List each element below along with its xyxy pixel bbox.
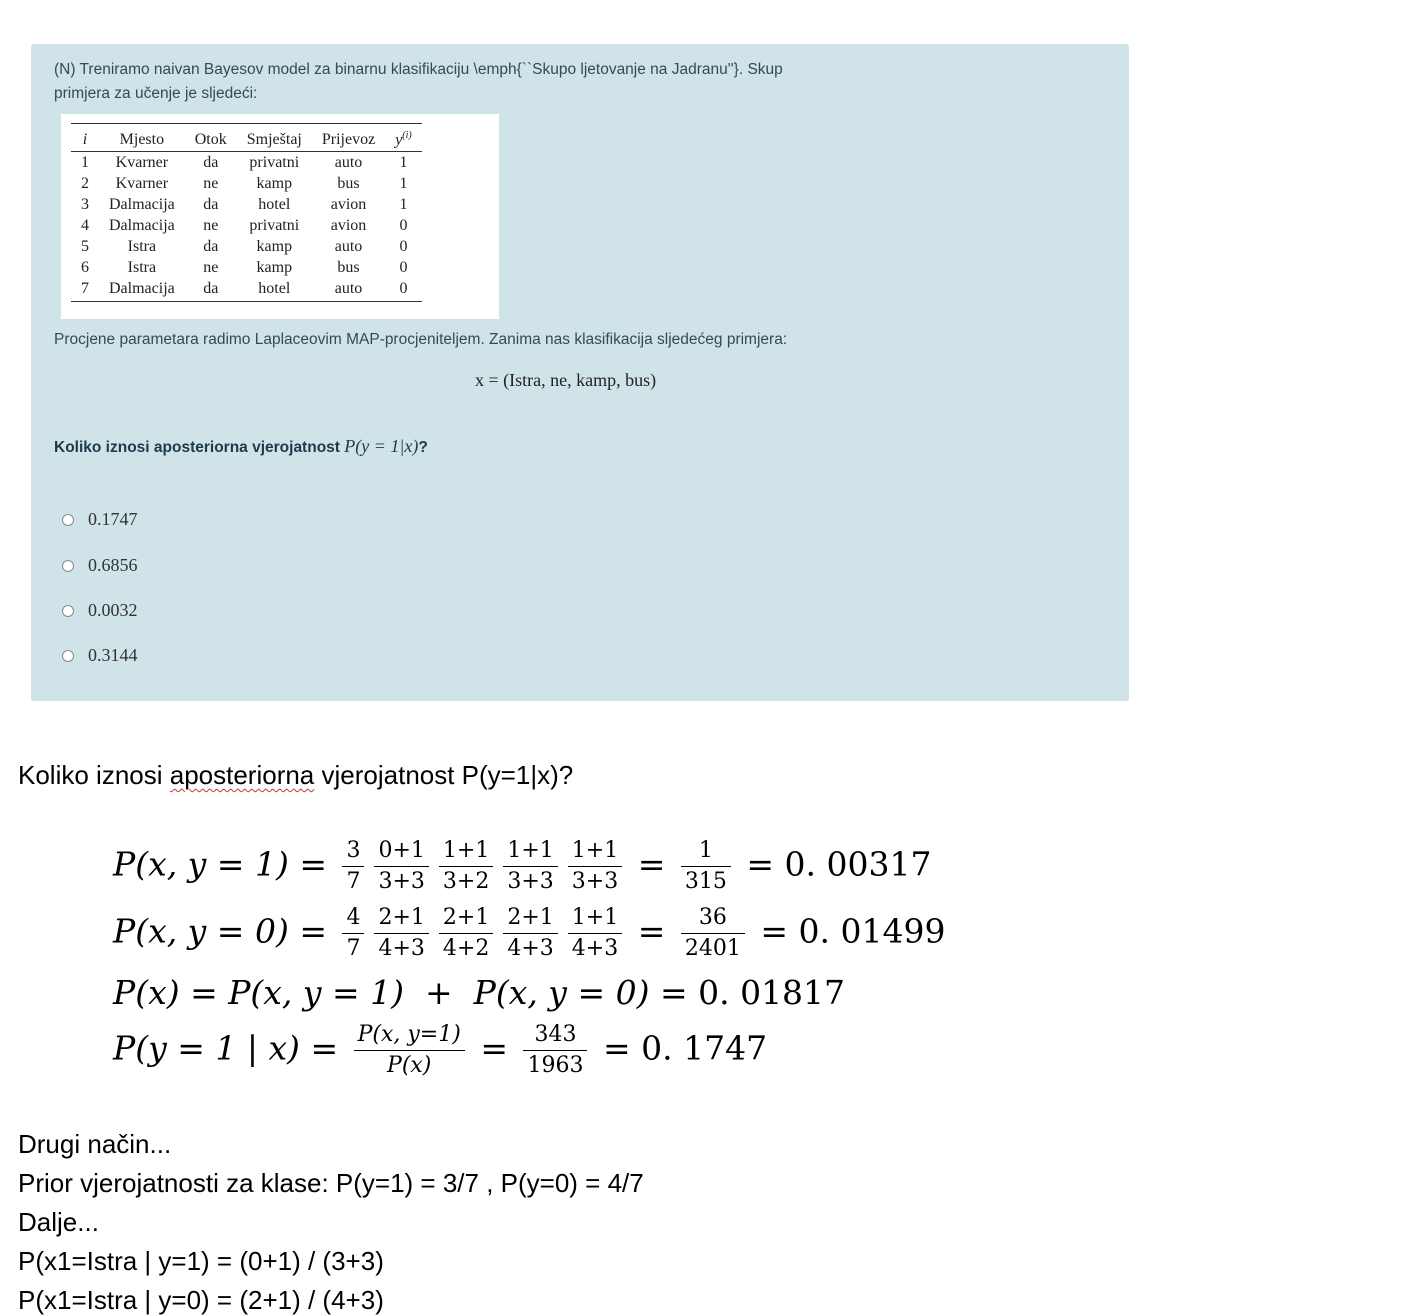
table-cell: auto: [334, 154, 363, 172]
table-cell: Kvarner: [115, 154, 169, 172]
option-2-radio[interactable]: [62, 560, 74, 572]
table-cell: 0: [399, 217, 408, 235]
question-mark: ?: [418, 439, 428, 456]
header-prijevoz: Prijevoz: [312, 124, 385, 152]
training-table: [71, 123, 422, 302]
option-3[interactable]: [62, 600, 138, 621]
intro-line-1: (N) Treniramo naivan Bayesov model za binarnu klasifikaciju \emph{``Skupo ljetovanje na Jadranu''}. Skup: [54, 61, 783, 78]
intro-line-2: primjera za učenje je sljedeći:: [54, 85, 258, 102]
table-cell: bus: [337, 175, 360, 193]
option-1-radio[interactable]: [62, 514, 74, 526]
eq3-value: 0. 01817: [698, 973, 846, 1012]
eq4-ratio: $\frac{P(x, y=1)}{P(x)}$: [354, 1021, 465, 1080]
eq2-frac-4: $\frac{2+1}{4+3}$: [503, 904, 557, 963]
option-4-label: 0.3144: [88, 645, 138, 665]
option-1[interactable]: [62, 509, 138, 530]
option-3-label: 0.0032: [88, 600, 138, 620]
table-cell: hotel: [258, 196, 291, 214]
procjene-text: Procjene parametara radimo Laplaceovim MAP-procjeniteljem. Zanima nas klasifikacija sljedećeg primjera:: [54, 331, 788, 348]
table-row: [71, 257, 422, 278]
table-cell: 3: [81, 196, 89, 214]
table-cell: 0: [399, 259, 408, 277]
table-cell: avion: [330, 196, 367, 214]
table-cell: ne: [203, 217, 219, 235]
table-row: [71, 173, 422, 194]
eq2-result-frac: $\frac{36}{2401}$: [681, 904, 745, 963]
table-cell: 6: [81, 259, 89, 277]
table-cell: bus: [337, 259, 360, 277]
option-2[interactable]: [62, 555, 138, 576]
eq1-result-frac: $\frac{1}{315}$: [681, 837, 731, 896]
equation-evidence: P(x) = P(x, y = 1) + P(x, y = 0) = 0. 01817: [113, 973, 846, 1012]
eq1-value: 0. 00317: [784, 844, 932, 884]
note-line-5: P(x1=Istra | y=0) = (2+1) / (4+3): [18, 1285, 384, 1315]
x-vector: x = (Istra, ne, kamp, bus): [475, 370, 657, 390]
eq1-frac-2: $\frac{0+1}{3+3}$: [374, 837, 428, 896]
table-cell: 1: [81, 154, 89, 172]
option-2-label: 0.6856: [88, 555, 138, 575]
eq1-frac-1: $\frac{3}{7}$: [342, 837, 364, 896]
table-cell: ne: [203, 175, 219, 193]
note-line-1: Drugi način...: [18, 1129, 172, 1159]
table-row: [71, 194, 422, 215]
table-cell: 5: [81, 238, 89, 256]
table-body: [71, 152, 422, 302]
table-cell: da: [203, 238, 219, 256]
table-cell: 0: [385, 278, 422, 302]
note-line-2: Prior vjerojatnosti za klase: P(y=1) = 3/7 , P(y=0) = 4/7: [18, 1168, 644, 1198]
table-cell: Istra: [127, 238, 157, 256]
note-line-3: Dalje...: [18, 1207, 99, 1237]
equation-joint-y1: P(x, y = 1) = $\frac{3}{7}$ $\frac{0+1}{3+3}$ $\frac{1+1}{3+2}$ $\frac{1+1}{3+3}$ $\frac{1+1}{3+3}$ = $\frac{1}{315}$ = 0. 00317: [113, 838, 932, 894]
option-3-radio[interactable]: [62, 605, 74, 617]
question-text: Koliko iznosi aposteriorna vjerojatnost: [54, 439, 340, 456]
eq2-frac-3: $\frac{2+1}{4+2}$: [439, 904, 493, 963]
table-cell: hotel: [237, 278, 312, 302]
solution-heading: Koliko iznosi aposteriorna vjerojatnost P(y=1|x)?: [18, 760, 574, 790]
question-intro: [54, 58, 854, 106]
eq1-frac-5: $\frac{1+1}{3+3}$: [568, 837, 622, 896]
eq2-frac-5: $\frac{1+1}{4+3}$: [568, 904, 622, 963]
header-y: [385, 124, 422, 152]
table-cell: kamp: [256, 175, 293, 193]
eq4-value: 0. 1747: [641, 1028, 768, 1068]
equation-joint-y0: P(x, y = 0) = $\frac{4}{7}$ $\frac{2+1}{4+3}$ $\frac{2+1}{4+2}$ $\frac{2+1}{4+3}$ $\frac{1+1}{4+3}$ = $\frac{36}{2401}$ = 0. 01499: [113, 905, 946, 961]
eq2-value: 0. 01499: [798, 911, 946, 951]
table-cell: 4: [81, 217, 89, 235]
table-cell: Dalmacija: [99, 278, 185, 302]
table-cell: kamp: [256, 238, 293, 256]
note-line-4: P(x1=Istra | y=1) = (0+1) / (3+3): [18, 1246, 384, 1276]
table-cell: avion: [330, 217, 367, 235]
table-row: [71, 215, 422, 236]
table-cell: 2: [81, 175, 89, 193]
eq3-rhs: P(x, y = 1) + P(x, y = 0): [228, 973, 650, 1012]
table-cell: auto: [334, 238, 363, 256]
table-cell: 7: [71, 278, 99, 302]
table-cell: Kvarner: [115, 175, 169, 193]
header-i: i: [71, 124, 99, 152]
table-cell: Dalmacija: [109, 217, 175, 235]
question-prompt: [54, 436, 428, 457]
table-cell: kamp: [256, 259, 293, 277]
table-row: [71, 278, 422, 302]
equation-posterior: P(y = 1 | x) = $\frac{P(x, y=1)}{P(x)}$ = $\frac{343}{1963}$ = 0. 1747: [113, 1022, 768, 1078]
table-cell: da: [185, 278, 237, 302]
question-math: P(y = 1|x): [344, 436, 419, 456]
table-cell: da: [203, 196, 219, 214]
spellcheck-word: aposteriorna: [169, 760, 315, 790]
table-header-row: [71, 124, 422, 152]
eq4-result-frac: $\frac{343}{1963}$: [523, 1021, 587, 1080]
option-4[interactable]: [62, 645, 138, 666]
eq1-frac-3: $\frac{1+1}{3+2}$: [439, 837, 493, 896]
table-cell: privatni: [249, 154, 300, 172]
table-cell: ne: [203, 259, 219, 277]
table-row: [71, 152, 422, 174]
table-cell: Dalmacija: [109, 196, 175, 214]
training-table-image: [61, 114, 499, 319]
table-row: [71, 236, 422, 257]
header-y-symbol: y: [395, 131, 403, 149]
option-4-radio[interactable]: [62, 650, 74, 662]
eq1-lhs: P(x, y = 1): [113, 844, 289, 884]
table-cell: da: [203, 154, 219, 172]
table-cell: Istra: [127, 259, 157, 277]
eq4-lhs: P(y = 1 | x): [113, 1028, 300, 1068]
table-cell: auto: [312, 278, 385, 302]
eq2-frac-1: $\frac{4}{7}$: [342, 904, 364, 963]
header-otok: Otok: [185, 124, 237, 152]
eq2-lhs: P(x, y = 0): [113, 911, 289, 951]
eq3-lhs: P(x): [113, 973, 180, 1012]
header-smjestaj: Smještaj: [237, 124, 312, 152]
table-cell: 0: [399, 238, 408, 256]
table-cell: 1: [399, 154, 408, 172]
table-cell: 1: [399, 175, 408, 193]
option-1-label: 0.1747: [88, 509, 138, 529]
eq1-frac-4: $\frac{1+1}{3+3}$: [503, 837, 557, 896]
header-mjesto: Mjesto: [99, 124, 185, 152]
header-y-superscript: (i): [402, 130, 412, 141]
eq2-frac-2: $\frac{2+1}{4+3}$: [374, 904, 428, 963]
table-cell: 1: [399, 196, 408, 214]
table-cell: privatni: [249, 217, 300, 235]
